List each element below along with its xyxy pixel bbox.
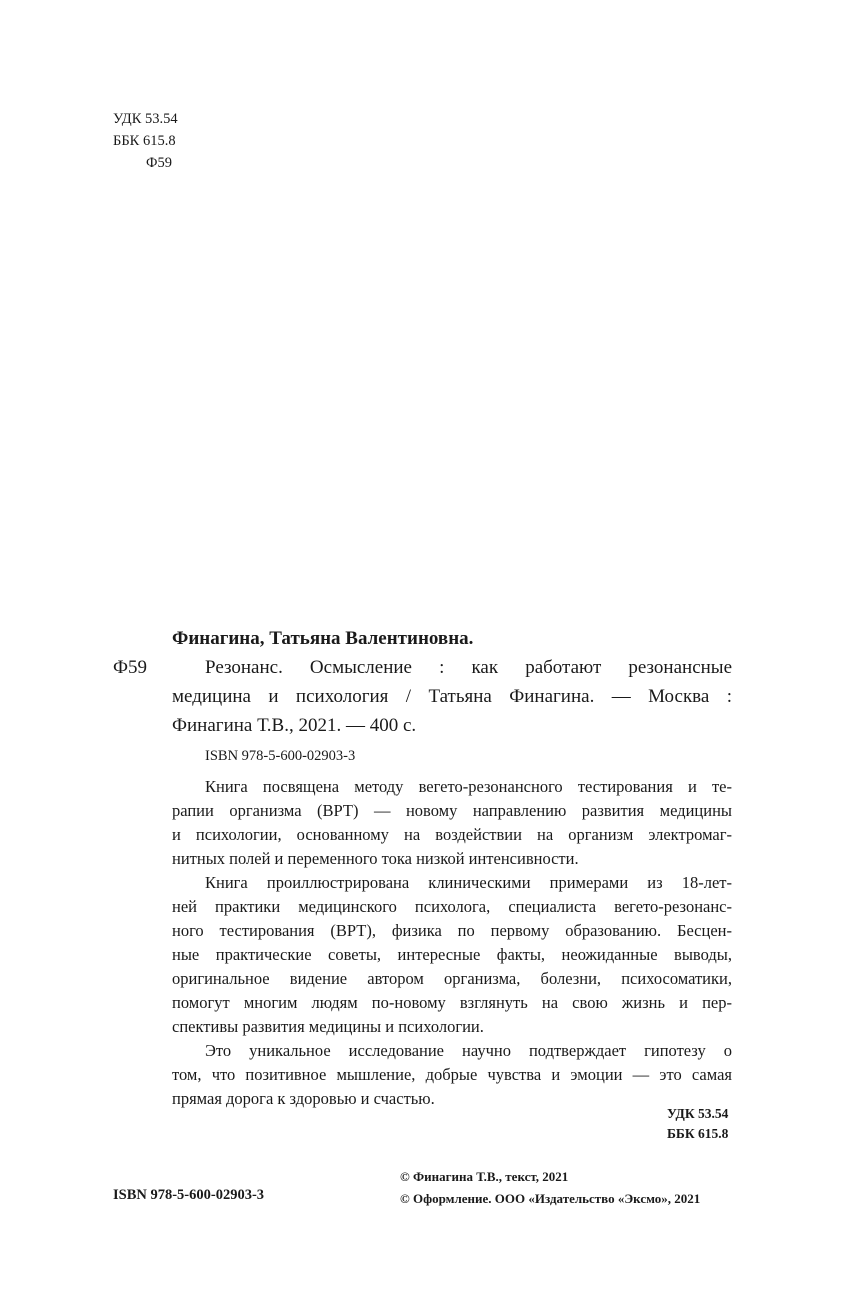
bibliographic-description (172, 653, 732, 740)
entry-cutter: Ф59 (113, 657, 148, 678)
description-line: медицина и психология / Татьяна Финагина. — Москва : (172, 686, 732, 707)
bbk-code-bottom: ББК 615.8 (667, 1126, 729, 1141)
annotation-line: оригинальное видение автором организма, болезни, психосоматики, (172, 969, 732, 988)
entry-isbn: ISBN 978-5-600-02903-3 (205, 748, 356, 764)
cutter-code: Ф59 (146, 155, 172, 171)
copyright-block (400, 1166, 700, 1210)
annotation-line: прямая дорога к здоровью и счастью. (172, 1089, 435, 1108)
classification-block-top (113, 108, 178, 174)
annotation-line: спективы развития медицины и психологии. (172, 1017, 484, 1036)
author-heading: Финагина, Татьяна Валентиновна. (172, 628, 474, 649)
annotation-line: Книга проиллюстрирована клиническими примерами из 18-лет- (205, 873, 732, 892)
annotation (172, 775, 732, 1111)
annotation-line: том, что позитивное мышление, добрые чувства и эмоции — это самая (172, 1065, 732, 1084)
annotation-line: нитных полей и переменного тока низкой интенсивности. (172, 849, 579, 868)
annotation-line: помогут многим людям по-новому взглянуть на свою жизнь и пер- (172, 993, 732, 1012)
annotation-line: Книга посвящена методу вегето-резонансного тестирования и те- (205, 777, 732, 796)
annotation-line: ней практики медицинского психолога, специалиста вегето-резонанс- (172, 897, 732, 916)
udk-code: УДК 53.54 (113, 111, 178, 127)
annotation-paragraph-2 (172, 871, 732, 1039)
annotation-line: Это уникальное исследование научно подтверждает гипотезу о (205, 1041, 732, 1060)
udk-code-bottom: УДК 53.54 (667, 1106, 729, 1121)
annotation-line: и психологии, основанному на воздействии на организм электромаг- (172, 825, 732, 844)
description-line: Резонанс. Осмысление : как работают резонансные (205, 657, 732, 678)
annotation-line: ного тестирования (ВРТ), физика по первому образованию. Бесцен- (172, 921, 732, 940)
footer-isbn: ISBN 978-5-600-02903-3 (113, 1187, 265, 1203)
annotation-paragraph-3 (172, 1039, 732, 1111)
copyright-design: © Оформление. ООО «Издательство «Эксмо», 2021 (400, 1191, 701, 1206)
description-line: Финагина Т.В., 2021. — 400 с. (172, 715, 417, 736)
annotation-line: ные практические советы, интересные факты, неожиданные выводы, (172, 945, 732, 964)
annotation-line: рапии организма (ВРТ) — новому направлению развития медицины (172, 801, 732, 820)
annotation-paragraph-1 (172, 775, 732, 871)
bbk-code: ББК 615.8 (113, 133, 176, 149)
copyright-text: © Финагина Т.В., текст, 2021 (400, 1169, 569, 1184)
classification-block-bottom (667, 1104, 728, 1144)
